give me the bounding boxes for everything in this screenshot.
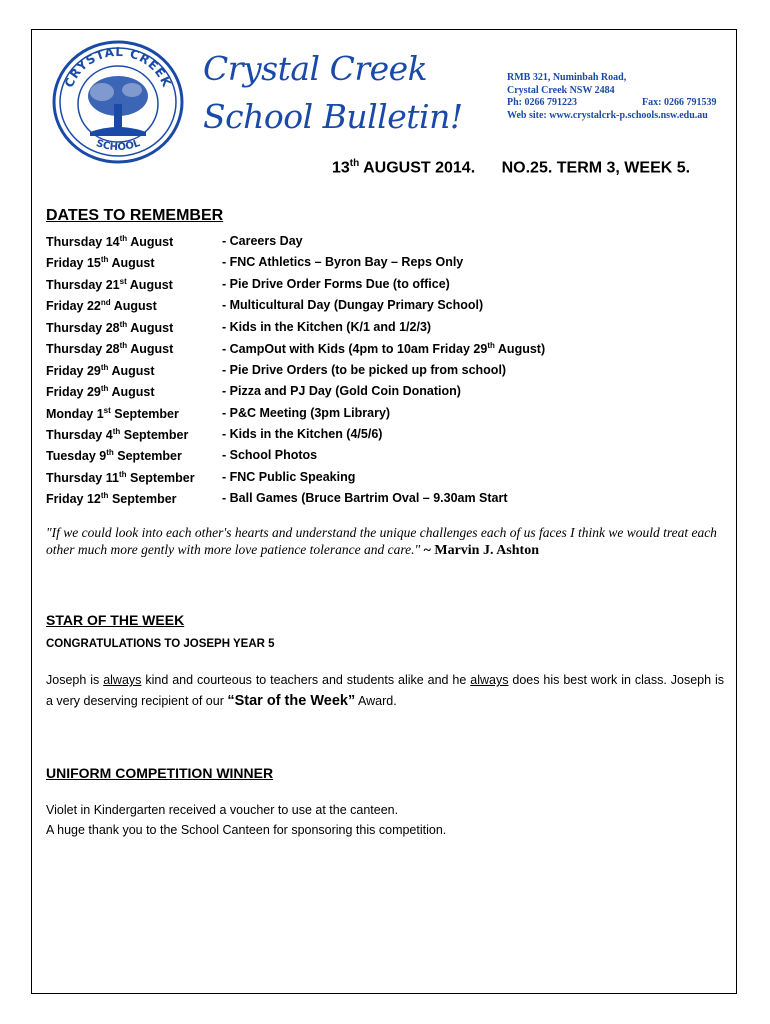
website-link[interactable]: Web site: www.crystalcrk-p.schools.nsw.edu.au [507, 109, 708, 121]
date-suffix: th [106, 448, 114, 458]
star-award-name: “Star of the Week” [227, 693, 356, 709]
date-day: Thursday 21 [46, 278, 120, 293]
date-event-suffix: th [487, 341, 495, 351]
date-event-cell [222, 298, 483, 312]
uniform-text [46, 800, 446, 840]
date-event-cell [222, 277, 450, 291]
star-paragraph [46, 670, 724, 712]
date-row [46, 359, 716, 380]
date-suffix: th [100, 384, 109, 394]
date-event-cell [222, 255, 463, 269]
date-row [46, 380, 716, 401]
date-suffix: th [100, 491, 109, 501]
date-row [46, 294, 716, 315]
date-event: - Pie Drive Order Forms Due (to office) [222, 276, 450, 291]
date-event: - P&C Meeting (3pm Library) [222, 405, 391, 420]
date-day: Friday 12 [46, 492, 101, 507]
logo-top-text: CRYSTAL CREEK [61, 44, 175, 90]
issue-month-year: AUGUST 2014. [363, 159, 476, 177]
date-suffix: th [100, 362, 109, 372]
date-row [46, 423, 716, 444]
date-row [46, 316, 716, 337]
star-always-1: always [103, 673, 142, 687]
date-event-cell [222, 470, 355, 484]
date-event: - Kids in the Kitchen (K/1 and 1/2/3) [222, 319, 432, 334]
date-label [46, 234, 173, 249]
star-text-4: Award. [358, 694, 397, 708]
star-text-1: Joseph is [46, 673, 100, 687]
fax-number: Fax: 0266 791539 [642, 97, 717, 108]
date-suffix: th [119, 234, 128, 243]
quote-text: "If we could look into each other's hearts and understand the unique challenges each of us faces I think we would treat each other much more gently with more love patience tolerance and care." [46, 525, 717, 557]
date-event: - Pizza and PJ Day (Gold Coin Donation) [222, 384, 461, 399]
star-always-2: always [470, 673, 509, 687]
date-row [46, 230, 716, 251]
date-label [46, 277, 173, 292]
date-month: August [129, 278, 173, 293]
date-month: August [111, 385, 155, 400]
date-label [46, 298, 157, 313]
date-event-cell [222, 234, 303, 248]
uniform-line1: Violet in Kindergarten received a voucher to use at the canteen. [46, 803, 399, 817]
date-row [46, 487, 716, 508]
date-event-cell [222, 427, 382, 441]
date-day: Thursday 4 [46, 428, 113, 443]
star-subheading: CONGRATULATIONS TO JOSEPH YEAR 5 [46, 638, 275, 650]
date-event: - Ball Games (Bruce Bartrim Oval – 9.30am Start [222, 491, 508, 506]
date-event: - Multicultural Day (Dungay Primary School) [222, 298, 484, 313]
school-contact-block [507, 72, 717, 122]
date-suffix: nd [100, 298, 111, 308]
date-event-cell [222, 406, 390, 420]
date-label [46, 341, 173, 356]
date-suffix: st [119, 276, 127, 286]
star-text-2: kind and courteous to teachers and students alike and he [145, 673, 467, 687]
address-line1: RMB 321, Numinbah Road, [507, 72, 627, 83]
date-event-end: August) [497, 342, 546, 357]
issue-day: 13 [332, 159, 350, 177]
date-day: Monday 1 [46, 406, 104, 421]
date-day: Friday 22 [46, 299, 101, 314]
date-event: - Careers Day [222, 234, 303, 248]
date-label [46, 320, 173, 335]
date-label [46, 384, 155, 399]
date-event: - Pie Drive Orders (to be picked up from school) [222, 362, 507, 377]
date-event: - CampOut with Kids (4pm to 10am Friday 29 [222, 342, 488, 357]
bulletin-title-line1: Crystal Creek [203, 49, 428, 88]
date-row [46, 444, 716, 465]
address-line2: Crystal Creek NSW 2484 [507, 84, 615, 96]
date-month: September [117, 449, 182, 464]
date-day: Tuesday 9 [46, 449, 107, 464]
date-event: - FNC Athletics – Byron Bay – Reps Only [222, 255, 464, 270]
date-month: September [114, 406, 179, 421]
date-label [46, 470, 195, 485]
date-month: August [130, 320, 174, 335]
date-month: September [111, 492, 177, 507]
star-heading: STAR OF THE WEEK [46, 612, 185, 628]
date-month: September [130, 470, 195, 485]
issue-dateline [332, 158, 690, 177]
date-label [46, 491, 177, 506]
date-label [46, 427, 188, 442]
dates-list [46, 230, 716, 509]
issue-number: NO.25. TERM 3, WEEK 5. [501, 159, 691, 177]
date-suffix: st [103, 405, 111, 415]
date-event-cell [222, 448, 317, 462]
date-month: August [130, 342, 174, 357]
phone-number: Ph: 0266 791223 [507, 97, 577, 108]
bulletin-title-line2: School Bulletin! [203, 97, 463, 136]
date-day: Thursday 28 [46, 320, 120, 335]
date-event-cell [222, 491, 508, 505]
date-event-cell [222, 341, 545, 356]
date-suffix: th [118, 469, 127, 479]
phone-fax-line [507, 97, 717, 110]
date-day: Thursday 28 [46, 342, 120, 357]
date-event: - FNC Public Speaking [222, 469, 356, 484]
date-label [46, 448, 182, 463]
issue-day-suffix: th [349, 158, 360, 169]
logo-bottom-text: SCHOOL [94, 138, 142, 154]
uniform-heading: UNIFORM COMPETITION WINNER [46, 765, 274, 781]
date-month: August [111, 256, 155, 271]
dates-heading: DATES TO REMEMBER [46, 207, 224, 224]
date-month: August [111, 363, 155, 378]
date-month: September [123, 428, 189, 443]
date-suffix: th [119, 341, 128, 351]
quote-author: ~ Marvin J. Ashton [423, 543, 539, 558]
star-text-3: does his best work in class. Joseph is a very deserving recipient of our [46, 673, 724, 708]
quote-block [46, 524, 726, 559]
date-event-cell [222, 384, 461, 398]
date-row [46, 337, 716, 358]
date-day: Thursday 11 [46, 470, 119, 485]
uniform-line2: A huge thank you to the School Canteen for sponsoring this competition. [46, 823, 447, 837]
date-label [46, 406, 179, 421]
date-day: Friday 15 [46, 256, 101, 271]
date-day: Friday 29 [46, 363, 101, 378]
date-row [46, 273, 716, 294]
date-event: - School Photos [222, 448, 318, 463]
date-row [46, 466, 716, 487]
date-event-cell [222, 363, 506, 377]
date-row [46, 402, 716, 423]
date-suffix: th [112, 426, 121, 436]
date-label [46, 255, 155, 270]
date-month: August [113, 299, 157, 314]
school-logo [50, 38, 186, 166]
date-event-cell [222, 320, 431, 334]
date-suffix: th [100, 255, 109, 265]
date-day: Thursday 14 [46, 235, 120, 250]
date-suffix: th [119, 319, 128, 329]
date-month: August [130, 235, 174, 250]
date-day: Friday 29 [46, 385, 101, 400]
date-event: - Kids in the Kitchen (4/5/6) [222, 426, 383, 441]
date-row [46, 251, 716, 272]
date-label [46, 363, 155, 378]
